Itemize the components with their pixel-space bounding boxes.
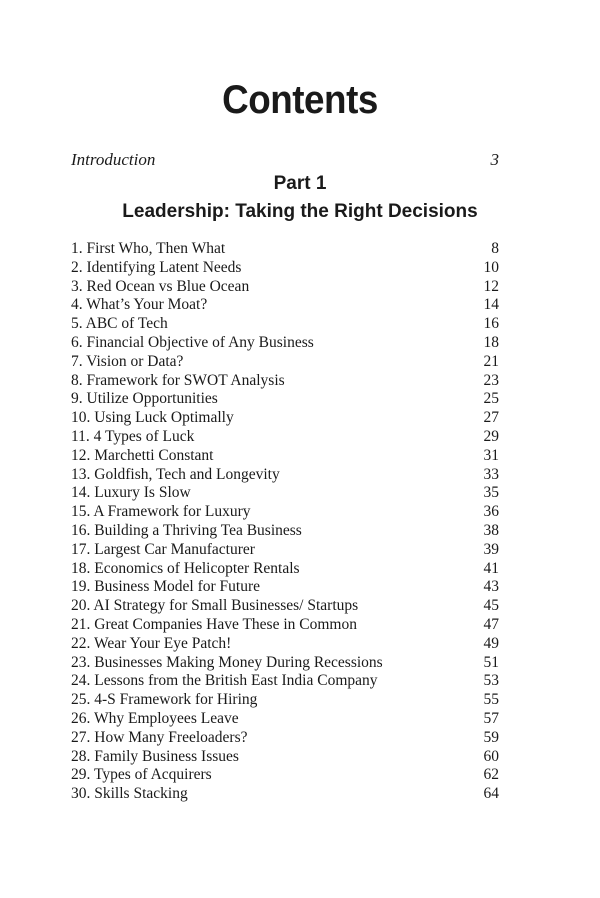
toc-entry-label: 2. Identifying Latent Needs [71,258,242,276]
toc-entry[interactable] [71,447,499,466]
toc-entry[interactable] [71,672,499,691]
toc-entry-label: 16. Building a Thriving Tea Business [71,521,302,539]
toc-entry[interactable] [71,766,499,785]
toc-entry-label: 15. A Framework for Luxury [71,503,251,521]
part-title: Leadership: Taking the Right Decisions [122,201,478,222]
toc-entry-label: 14. Luxury Is Slow [71,484,191,502]
toc-entry[interactable] [71,597,499,616]
toc-entry[interactable] [71,334,499,353]
toc-entry[interactable] [71,390,499,409]
toc-entry-page: 45 [483,597,499,615]
toc-entry[interactable] [71,409,499,428]
toc-entry-label: 6. Financial Objective of Any Business [71,333,314,351]
toc-entry-label: 21. Great Companies Have These in Common [71,615,357,633]
toc-entry[interactable] [71,616,499,635]
toc-entry-label: 4. What’s Your Moat? [71,296,208,314]
toc-entry[interactable] [71,372,499,391]
toc-entry-label: 11. 4 Types of Luck [71,427,195,445]
toc-entry-page: 43 [483,578,499,596]
toc-entry[interactable] [71,541,499,560]
toc-entry-page: 25 [483,390,499,408]
toc-entry-label: 22. Wear Your Eye Patch! [71,634,232,652]
toc-entry-page: 41 [483,559,499,577]
toc-entry[interactable] [71,353,499,372]
toc-entry-label: 23. Businesses Making Money During Recessions [71,653,383,671]
toc-entry-label: 3. Red Ocean vs Blue Ocean [71,277,250,295]
toc-entry-page: 39 [483,540,499,558]
toc-entry[interactable] [71,578,499,597]
page-title: Contents [222,78,378,122]
toc-introduction-page: 3 [490,150,499,169]
toc-entry-page: 53 [483,672,499,690]
toc-entry-label: 5. ABC of Tech [71,315,168,333]
toc-entry[interactable] [71,560,499,579]
toc-entry-label: 9. Utilize Opportunities [71,390,218,408]
toc-entry-page: 10 [483,258,499,276]
toc-entry-page: 62 [483,766,499,784]
toc-entry-label: 30. Skills Stacking [71,785,188,803]
toc-introduction-label: Introduction [71,150,156,169]
toc-entry-label: 26. Why Employees Leave [71,709,239,727]
toc-entry-label: 7. Vision or Data? [71,352,184,370]
toc-entry-page: 38 [483,521,499,539]
toc-entry-page: 12 [483,277,499,295]
part-number: Part 1 [273,173,327,194]
toc-entry-page: 29 [483,427,499,445]
toc-entry-page: 27 [483,409,499,427]
toc-entry[interactable] [71,748,499,767]
toc-entry-label: 18. Economics of Helicopter Rentals [71,559,300,577]
toc-entry-page: 16 [483,315,499,333]
toc-entry[interactable] [71,785,499,804]
toc-entry-label: 12. Marchetti Constant [71,446,214,464]
toc-entry-label: 28. Family Business Issues [71,747,239,765]
toc-entry-page: 31 [483,446,499,464]
toc-entry[interactable] [71,503,499,522]
toc-entry-page: 33 [483,465,499,483]
toc-entry-label: 24. Lessons from the British East India Company [71,672,378,690]
toc-entry[interactable] [71,296,499,315]
toc-entry[interactable] [71,259,499,278]
toc-entry-page: 51 [483,653,499,671]
toc-entry-page: 23 [483,371,499,389]
toc-list [71,240,499,804]
toc-entry-page: 14 [483,296,499,314]
toc-entry[interactable] [71,315,499,334]
toc-entry-page: 21 [483,352,499,370]
toc-entry[interactable] [71,654,499,673]
toc-entry-label: 25. 4-S Framework for Hiring [71,691,258,709]
toc-entry-page: 47 [483,615,499,633]
toc-entry-label: 20. AI Strategy for Small Businesses/ Startups [71,597,359,615]
toc-entry-page: 59 [483,728,499,746]
toc-entry-page: 64 [483,785,499,803]
toc-entry-page: 36 [483,503,499,521]
toc-entry[interactable] [71,278,499,297]
toc-entry[interactable] [71,691,499,710]
toc-entry-label: 10. Using Luck Optimally [71,409,234,427]
toc-entry-page: 60 [483,747,499,765]
toc-entry[interactable] [71,466,499,485]
toc-entry-label: 17. Largest Car Manufacturer [71,540,255,558]
toc-entry[interactable] [71,710,499,729]
toc-entry-label: 1. First Who, Then What [71,240,226,257]
toc-entry[interactable] [71,240,499,259]
toc-entry[interactable] [71,428,499,447]
toc-entry-label: 29. Types of Acquirers [71,766,212,784]
toc-entry[interactable] [71,522,499,541]
toc-entry-label: 27. How Many Freeloaders? [71,728,248,746]
toc-entry-label: 19. Business Model for Future [71,578,261,596]
toc-entry-label: 8. Framework for SWOT Analysis [71,371,285,389]
toc-entry-page: 8 [491,240,499,257]
toc-entry-label: 13. Goldfish, Tech and Longevity [71,465,280,483]
toc-entry-page: 18 [483,333,499,351]
toc-entry[interactable] [71,635,499,654]
toc-entry-page: 55 [483,691,499,709]
toc-entry-page: 49 [483,634,499,652]
toc-entry-page: 35 [483,484,499,502]
toc-entry-page: 57 [483,709,499,727]
toc-introduction[interactable] [71,150,499,174]
toc-entry[interactable] [71,729,499,748]
toc-entry[interactable] [71,484,499,503]
